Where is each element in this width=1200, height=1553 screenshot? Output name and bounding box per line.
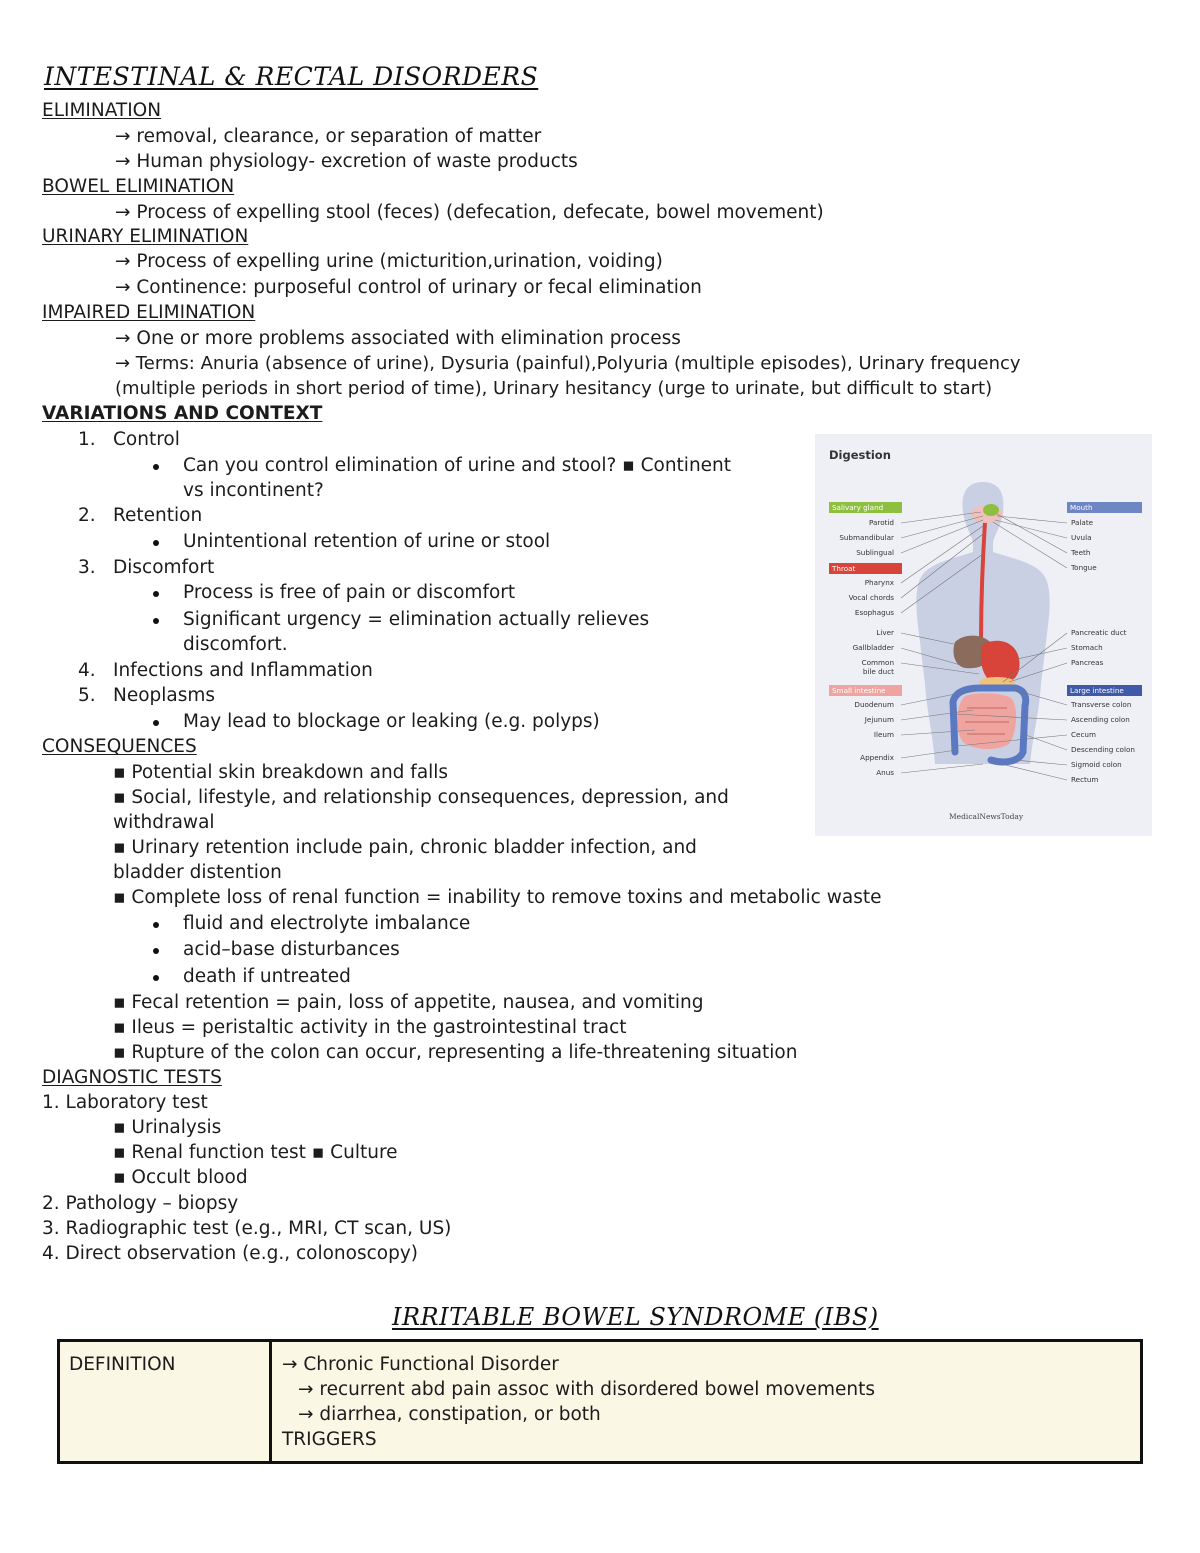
variations-heading: VARIATIONS AND CONTEXT — [42, 403, 323, 424]
variation-number: 4. — [78, 660, 96, 681]
consequence-bullet: death if untreated — [183, 966, 351, 987]
figure-label: Esophagus — [854, 608, 894, 617]
urinary-heading: URINARY ELIMINATION — [42, 226, 249, 247]
figure-label: Pharynx — [864, 578, 894, 587]
figure-label: Rectum — [1071, 775, 1099, 784]
consequence-line: ▪ Urinary retention include pain, chronic bladder infection, and — [113, 837, 697, 858]
elimination-line: → removal, clearance, or separation of matter — [115, 126, 542, 147]
figure-label: Sublingual — [856, 548, 894, 557]
variation-bullet: Unintentional retention of urine or stool — [183, 531, 551, 552]
variation-bullet-cont: vs incontinent? — [183, 480, 324, 501]
ibs-label-cell — [59, 1341, 271, 1463]
variation-bullet: Process is free of pain or discomfort — [183, 582, 516, 603]
figure-label: Duodenum — [854, 700, 894, 709]
diagnostic-line: 2. Pathology – biopsy — [42, 1193, 239, 1214]
diagnostic-line: ▪ Occult blood — [113, 1167, 248, 1188]
figure-credit: MedicalNewsToday — [949, 812, 1024, 821]
figure-label: Submandibular — [839, 533, 894, 542]
figure-label: Palate — [1071, 518, 1094, 527]
variation-bullet: Can you control elimination of urine and stool? ▪ Continent — [183, 455, 732, 476]
category-mouth: Mouth — [1067, 502, 1142, 513]
digestion-figure — [815, 434, 1152, 836]
impaired-line: → Terms: Anuria (absence of urine), Dysuria (painful),Polyuria (multiple episodes), Urinary frequency — [115, 353, 1021, 374]
consequence-line: withdrawal — [113, 812, 215, 833]
variation-number: 1. — [78, 429, 96, 450]
consequence-line: ▪ Rupture of the colon can occur, representing a life-threatening situation — [113, 1042, 798, 1063]
variation-label: Discomfort — [113, 557, 215, 578]
figure-label: Cecum — [1071, 730, 1096, 739]
ibs-line: → diarrhea, constipation, or both — [298, 1404, 601, 1425]
variation-bullet: Significant urgency = elimination actually relieves — [183, 609, 650, 630]
impaired-line: (multiple periods in short period of time), Urinary hesitancy (urge to urinate, but difficult to start) — [115, 378, 993, 399]
variation-bullet-cont: discomfort. — [183, 634, 288, 655]
figure-label: Descending colon — [1071, 745, 1135, 754]
urinary-line: → Process of expelling urine (micturition,urination, voiding) — [115, 251, 663, 272]
table-row — [59, 1341, 1142, 1463]
figure-label: Parotid — [869, 518, 894, 527]
figure-label: Sigmoid colon — [1071, 760, 1122, 769]
consequences-heading: CONSEQUENCES — [42, 736, 197, 757]
figure-label: Anus — [876, 768, 894, 777]
variation-label: Infections and Inflammation — [113, 660, 373, 681]
variation-label: Control — [113, 429, 180, 450]
figure-label: Uvula — [1071, 533, 1092, 542]
consequence-line: ▪ Social, lifestyle, and relationship consequences, depression, and — [113, 787, 729, 808]
ibs-line: TRIGGERS — [282, 1429, 377, 1450]
figure-label: Jejunum — [864, 715, 894, 724]
variation-number: 2. — [78, 505, 96, 526]
ibs-table — [57, 1339, 1143, 1464]
figure-label: Pancreas — [1071, 658, 1104, 667]
figure-label: Ascending colon — [1071, 715, 1130, 724]
ibs-line: → recurrent abd pain assoc with disordered bowel movements — [298, 1379, 875, 1400]
variation-number: 5. — [78, 685, 96, 706]
diagnostic-line: 4. Direct observation (e.g., colonoscopy) — [42, 1243, 418, 1264]
diagnostic-heading: DIAGNOSTIC TESTS — [42, 1067, 222, 1088]
diagnostic-line: ▪ Urinalysis — [113, 1117, 222, 1138]
figure-label: Pancreatic duct — [1071, 628, 1127, 637]
urinary-line: → Continence: purposeful control of urinary or fecal elimination — [115, 277, 702, 298]
impaired-heading: IMPAIRED ELIMINATION — [42, 302, 256, 323]
figure-label: Teeth — [1071, 548, 1091, 557]
consequence-line: bladder distention — [113, 862, 282, 883]
consequence-bullet: fluid and electrolyte imbalance — [183, 913, 471, 934]
category-throat: Throat — [829, 563, 902, 574]
gland-shape — [983, 504, 999, 516]
bowel-line: → Process of expelling stool (feces) (defecation, defecate, bowel movement) — [115, 202, 824, 223]
variation-number: 3. — [78, 557, 96, 578]
figure-label: Transverse colon — [1071, 700, 1132, 709]
ibs-label: DEFINITION — [69, 1354, 176, 1375]
bowel-heading: BOWEL ELIMINATION — [42, 176, 235, 197]
consequence-line: ▪ Ileus = peristaltic activity in the gastrointestinal tract — [113, 1017, 627, 1038]
consequence-bullet: acid–base disturbances — [183, 939, 400, 960]
ibs-line: → Chronic Functional Disorder — [282, 1354, 559, 1375]
figure-label: Liver — [876, 628, 894, 637]
consequence-line: ▪ Potential skin breakdown and falls — [113, 762, 449, 783]
diagnostic-line: 3. Radiographic test (e.g., MRI, CT scan, US) — [42, 1218, 452, 1239]
figure-label: Gallbladder — [852, 643, 894, 652]
category-salivary: Salivary gland — [829, 502, 902, 513]
category-large-intestine: Large intestine — [1067, 685, 1142, 696]
figure-label: Stomach — [1071, 643, 1103, 652]
consequence-line: ▪ Complete loss of renal function = inability to remove toxins and metabolic waste — [113, 887, 882, 908]
variation-bullet: May lead to blockage or leaking (e.g. polyps) — [183, 711, 600, 732]
variation-label: Retention — [113, 505, 203, 526]
variation-label: Neoplasms — [113, 685, 216, 706]
impaired-line: → One or more problems associated with elimination process — [115, 328, 681, 349]
figure-label: Ileum — [873, 730, 894, 739]
elimination-heading: ELIMINATION — [42, 100, 162, 121]
elimination-line: → Human physiology- excretion of waste products — [115, 151, 578, 172]
category-small-intestine: Small intestine — [829, 685, 902, 696]
figure-label: Tongue — [1071, 563, 1097, 572]
ibs-title: IRRITABLE BOWEL SYNDROME (IBS) — [392, 1303, 879, 1331]
diagnostic-line: 1. Laboratory test — [42, 1092, 208, 1113]
figure-label: bile duct — [862, 667, 894, 676]
figure-title: Digestion — [829, 448, 891, 462]
figure-label: Common — [861, 658, 894, 667]
ibs-content-cell — [271, 1341, 1142, 1463]
figure-label: Vocal chords — [848, 593, 894, 602]
diagnostic-line: ▪ Renal function test ▪ Culture — [113, 1142, 398, 1163]
page-title: INTESTINAL & RECTAL DISORDERS — [44, 62, 539, 91]
figure-label: Appendix — [860, 753, 894, 762]
consequence-line: ▪ Fecal retention = pain, loss of appetite, nausea, and vomiting — [113, 992, 704, 1013]
